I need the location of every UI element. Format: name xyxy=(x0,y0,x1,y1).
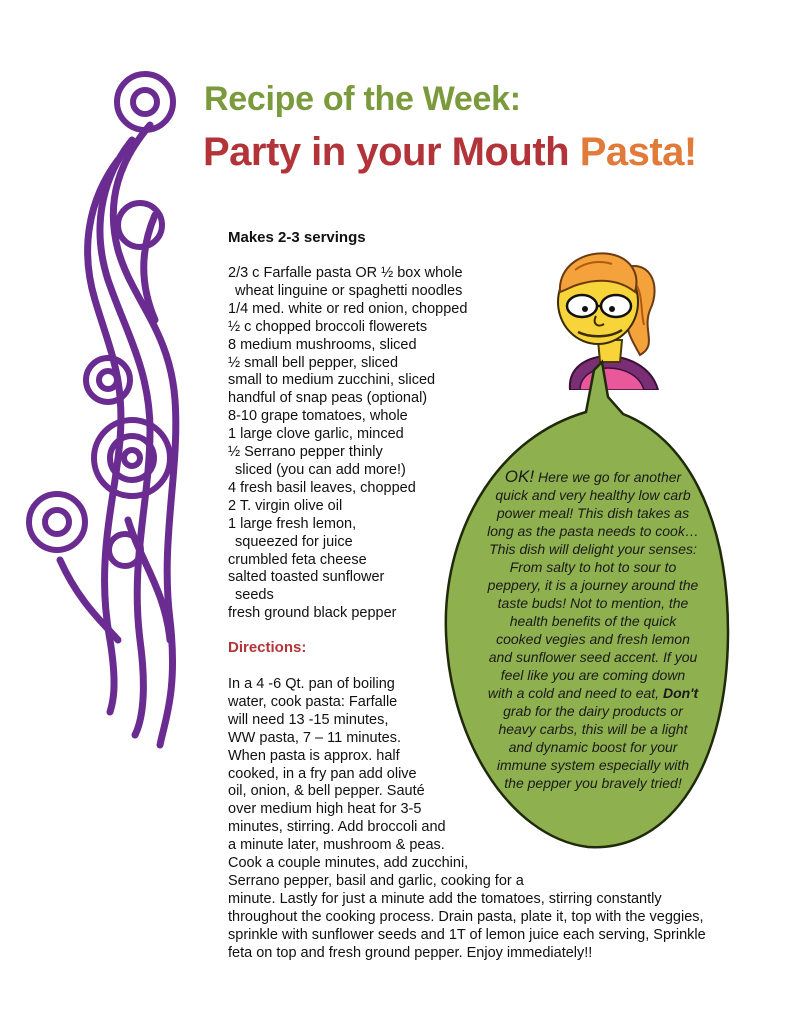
ingredient-line: 1/4 med. white or red onion, chopped xyxy=(228,300,468,317)
bubble-line: This dish will delight your senses: xyxy=(489,541,697,557)
ingredient-line: 2 T. virgin olive oil xyxy=(228,497,343,514)
direction-line: will need 13 -15 minutes, xyxy=(228,711,389,728)
ingredient-line: 1 large clove garlic, minced xyxy=(228,426,404,443)
title-line-1: Recipe of the Week: xyxy=(204,80,521,118)
bubble-line: immune system especially with xyxy=(496,757,690,773)
bubble-line: with a cold and need to eat, xyxy=(487,685,663,701)
direction-line: minute. Lastly for just a minute add the tomatoes, stirring constantly xyxy=(228,890,662,907)
ingredient-line: handful of snap peas (optional) xyxy=(228,390,428,407)
ingredient-line: ½ c chopped broccoli flowerets xyxy=(228,318,428,335)
bubble-line: heavy carbs, this will be a light xyxy=(498,721,688,737)
ingredient-line: sliced (you can add more!) xyxy=(235,461,406,478)
title-accent: Pasta! xyxy=(579,130,697,174)
ingredient-line: 8 medium mushrooms, sliced xyxy=(228,336,417,353)
ingredient-line: 4 fresh basil leaves, chopped xyxy=(228,479,416,496)
ingredient-line: ½ small bell pepper, sliced xyxy=(228,354,399,371)
ingredient-line: crumbled feta cheese xyxy=(228,551,367,568)
bubble-line: health benefits of the quick xyxy=(509,613,677,629)
direction-line: oil, onion, & bell pepper. Sauté xyxy=(228,783,425,800)
direction-line: water, cook pasta: Farfalle xyxy=(228,693,398,710)
bubble-line: the pepper you bravely tried! xyxy=(504,775,682,791)
title-main: Party in your Mouth xyxy=(203,130,580,174)
bubble-line: long as the pasta needs to cook… xyxy=(487,523,699,539)
bubble-line: grab for the dairy products or xyxy=(503,703,683,719)
bubble-line: and sunflower seed accent. If you xyxy=(488,649,698,665)
rainbow-swirl-decoration xyxy=(0,0,230,1024)
direction-line: sprinkle with sunflower seeds and 1T of lemon juice each serving, Sprinkle xyxy=(228,926,706,943)
bubble-line: feel like you are coming down xyxy=(500,667,686,683)
ingredient-line: small to medium zucchini, sliced xyxy=(228,372,436,389)
direction-line: When pasta is approx. half xyxy=(228,747,400,764)
direction-line: minutes, stirring. Add broccoli and xyxy=(228,819,446,836)
ingredient-line: 8-10 grape tomatoes, whole xyxy=(228,408,408,425)
direction-line: throughout the cooking process. Drain pasta, plate it, top with the veggies, xyxy=(228,908,704,925)
bubble-line: From salty to hot to sour to xyxy=(509,559,677,575)
bubble-line: quick and very healthy low carb xyxy=(495,487,691,503)
direction-line: cooked, in a fry pan add olive xyxy=(228,765,417,782)
direction-line: WW pasta, 7 – 11 minutes. xyxy=(228,729,401,746)
ingredient-line: 1 large fresh lemon, xyxy=(228,515,357,532)
bubble-ok: OK! xyxy=(504,467,535,486)
bubble-line: peppery, it is a journey around the xyxy=(487,577,699,593)
title-line-2 xyxy=(203,130,697,175)
speech-bubble-text xyxy=(450,468,736,792)
ingredient-line: fresh ground black pepper xyxy=(228,605,397,622)
bubble-line: cooked vegies and fresh lemon xyxy=(496,631,690,647)
ingredient-line: 2/3 c Farfalle pasta OR ½ box whole xyxy=(228,265,463,281)
direction-line: feta on top and fresh ground pepper. Enjoy immediately!! xyxy=(228,944,593,961)
bubble-line: Here we go for another xyxy=(534,469,682,485)
bubble-line: and dynamic boost for your xyxy=(508,739,678,755)
direction-line: Serrano pepper, basil and garlic, cooking for a xyxy=(228,872,524,889)
bubble-dont-emphasis: Don't xyxy=(662,685,699,701)
direction-line: In a 4 -6 Qt. pan of boiling xyxy=(228,676,395,692)
ingredient-line: wheat linguine or spaghetti noodles xyxy=(235,282,463,299)
direction-line: a minute later, mushroom & peas. xyxy=(228,837,445,854)
servings-heading: Makes 2-3 servings xyxy=(228,229,366,246)
bubble-line: taste buds! Not to mention, the xyxy=(497,595,689,611)
directions-heading: Directions: xyxy=(228,639,307,656)
ingredient-line: salted toasted sunflower xyxy=(228,569,385,586)
direction-line: Cook a couple minutes, add zucchini, xyxy=(228,855,469,872)
ingredient-line: squeezed for juice xyxy=(235,533,353,550)
bubble-line: power meal! This dish takes as xyxy=(496,505,690,521)
ingredient-line: ½ Serrano pepper thinly xyxy=(228,444,383,461)
ingredient-line: seeds xyxy=(235,587,274,604)
direction-line: over medium high heat for 3-5 xyxy=(228,801,422,818)
